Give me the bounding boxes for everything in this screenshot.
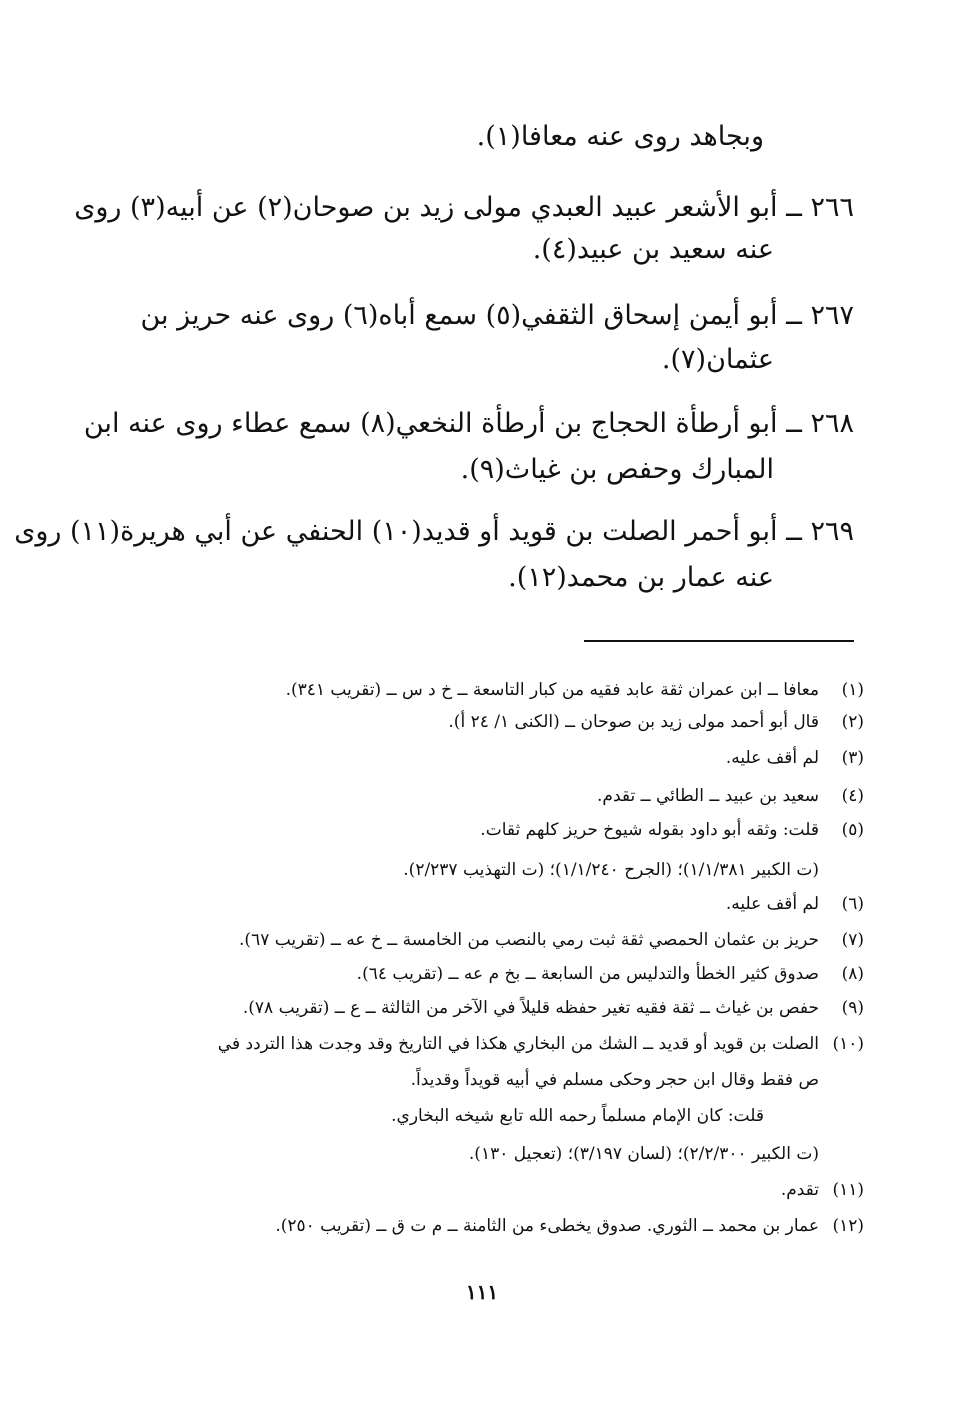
footnote-text: لم أقف عليه. [725,894,819,914]
footnote-text: الصلت بن قويد أو قديد ــ الشك من البخاري هكذا في التاريخ وقد وجدت هذا التردد في [217,1034,819,1054]
footnote-2 [90,708,864,736]
entry-269-line1: ٢٦٩ ــ أبو أحمر الصلت بن قويد أو قديد(١٠) الحنفي عن أبي هريرة(١١) روى [14,516,854,547]
footnote-8 [90,960,864,988]
entry-continuation: وبجاهد روى عنه معافا(١). [476,121,764,152]
footnote-10-continuation: ص فقط وقال ابن حجر وحكى مسلم في أبيه قويداً وقديداً. [410,1070,819,1090]
footnote-number: (٤) [841,786,864,806]
footnote-number: (٥) [841,820,864,840]
footnote-7 [90,926,864,954]
footnote-number: (٢) [841,712,864,732]
footnote-number: (٨) [841,964,864,984]
footnote-number: (١٠) [832,1034,864,1054]
footnote-number: (١٢) [832,1216,864,1236]
footnote-number: (١) [841,680,864,700]
footnote-text: حفص بن غياث ــ ثقة فقيه تغير حفظه قليلاً في الآخر من الثالثة ــ ع ــ (تقريب ٧٨). [242,998,819,1018]
footnote-3 [90,744,864,772]
entry-266-line1: ٢٦٦ ــ أبو الأشعر عبيد العبدي مولى زيد بن صوحان(٢) عن أبيه(٣) روى [74,192,854,223]
footnote-text: قال أبو أحمد مولى زيد بن صوحان ــ (الكنى ١/ ٢٤ أ). [448,712,819,732]
footnote-number: (٧) [841,930,864,950]
footnote-text: معافا ــ ابن عمران ثقة عابد فقيه من كبار التاسعة ــ خ د س ــ (تقريب ٣٤١). [285,680,819,700]
footnote-text: لم أقف عليه. [725,748,819,768]
footnote-text: حريز بن عثمان الحمصي ثقة ثبت رمي بالنصب من الخامسة ــ خ عه ــ (تقريب ٦٧). [239,930,819,950]
footnote-text: سعيد بن عبيد ــ الطائي ــ تقدم. [597,786,819,806]
footnote-text: عمار بن محمد ــ الثوري. صدوق يخطىء من الثامنة ــ م ت ق ــ (تقريب ٢٥٠). [275,1216,819,1236]
footnote-11 [90,1176,864,1204]
entry-267-line2: عثمان(٧). [661,344,774,375]
footnote-number: (٦) [841,894,864,914]
entry-268-line1: ٢٦٨ ــ أبو أرطأة الحجاج بن أرطأة النخعي(٨) سمع عطاء روى عنه ابن [83,408,854,439]
entry-268-line2: المبارك وحفص بن غياث(٩). [460,454,774,485]
entry-267-line1: ٢٦٧ ــ أبو أيمن إسحاق الثقفي(٥) سمع أباه(٦) روى عنه حريز بن [140,300,854,331]
footnote-number: (٣) [841,748,864,768]
footnote-5-continuation: (ت الكبير ١/١/٣٨١)؛ (الجرح ١/١/٢٤٠)؛ (ت التهذيب ٢/٢٣٧). [403,860,819,880]
footnote-10 [90,1030,864,1058]
footnote-text: تقدم. [780,1180,819,1200]
footnote-1 [90,676,864,704]
footnote-separator [584,640,854,642]
footnote-text: قلت: وثقه أبو داود بقوله شيوخ حريز كلهم ثقات. [480,820,819,840]
footnote-number: (٩) [841,998,864,1018]
footnote-10-note: قلت: كان الإمام مسلماً رحمه الله تابع شيخه البخاري. [391,1106,764,1126]
footnote-number: (١١) [832,1180,864,1200]
footnote-4 [90,782,864,810]
footnote-text: صدوق كثير الخطأ والتدليس من السابعة ــ بخ م عه ــ (تقريب ٦٤). [356,964,819,984]
footnote-5 [90,816,864,844]
entry-266-line2: عنه سعيد بن عبيد(٤). [532,234,774,265]
footnote-10-references: (ت الكبير ٢/٢/٣٠٠)؛ (لسان ٣/١٩٧)؛ (تعجيل ١٣٠). [468,1144,819,1164]
footnote-9 [90,994,864,1022]
footnote-12 [90,1212,864,1240]
page-number: ١١١ [465,1280,499,1304]
entry-269-line2: عنه عمار بن محمد(١٢). [508,562,774,593]
footnote-6 [90,890,864,918]
